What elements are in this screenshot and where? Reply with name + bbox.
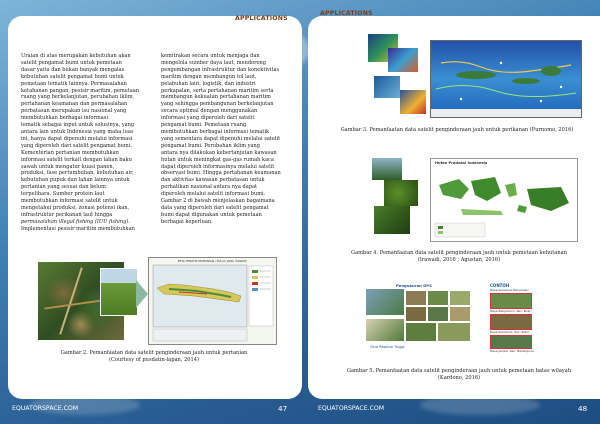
map-title: PETA TEMATIK PERTANIAN / PULAU JAWA (SAWAH)	[177, 259, 248, 263]
forest-map-indonesia	[430, 158, 578, 242]
text-line: perkapalan, serta pertahanan maritim serta	[161, 87, 274, 94]
text-line: observasi bumi. Hingga pertahanan keamanan	[161, 170, 281, 177]
text-line: Gambar 2 di bawah menjelaskan bagaimana	[161, 198, 275, 205]
text-line: antara lain untuk Indonesia yang maha luas	[21, 128, 134, 135]
right-page-number: 48	[578, 404, 588, 413]
text-line: informasi satelit terkait dengan lahan baku	[21, 156, 132, 163]
text-line: kemitrakan secara untuk menjaga dan	[161, 53, 260, 59]
caption-line: (Courtesy of pusdatin-lapan, 2014)	[109, 357, 199, 363]
text-line: kebutuhan pupuk dan lahan lainnya untuk	[21, 177, 130, 184]
text-line: ruang yang berkelanjutan, perubahan iklim,	[21, 94, 135, 101]
text-line: pengembangan infrastruktur dan konektivitas	[161, 66, 280, 73]
village-label: Desa Sukahuni, Kec. Bokri	[490, 330, 530, 334]
forest-map-graphic	[431, 159, 577, 241]
text-line: produksi, fase pertumbuhan, kebutuhan air,	[21, 170, 134, 177]
boundary-survey-panel	[366, 283, 484, 355]
text-line: yang diperoleh dari satelit pengamat bumi.	[21, 142, 132, 149]
text-line: satelit pengamat bumi untuk pemetaan	[21, 59, 122, 66]
text-line: informasi yang diperoleh dari satelit	[161, 115, 255, 122]
right-footer-website[interactable]: EQUATORSPACE.COM	[318, 405, 385, 412]
java-agriculture-map	[148, 257, 277, 345]
text-line: terpelihara. Sumber protein laut	[21, 191, 105, 198]
text-line: hutan untuk meningkat gas-gas rumah kaca	[161, 156, 274, 163]
example-title: CONTOH	[490, 283, 510, 288]
left-text-column-1	[21, 53, 149, 233]
figure-4-caption	[330, 250, 588, 264]
text-line: membutuhkan berbagai informasi	[21, 115, 108, 122]
text-line: membutuhkan berbagai informasi tematik	[161, 128, 270, 135]
left-page-number: 47	[278, 404, 288, 413]
text-line: diperoleh melalui satelit informasi bumi.	[161, 191, 266, 198]
text-line: mengelola sumber daya laut, mendorong	[161, 59, 267, 66]
village-label: Desa Banjarkoro, Kec. Bokri	[490, 309, 532, 313]
fishing-map-graphic	[431, 41, 581, 117]
caption-line: Gambar 3. Pemanfaatan data satelit penginderaan jauh untuk perikanan (Purnomo, 2016)	[340, 127, 574, 133]
photo-rice-paddy	[100, 268, 138, 316]
gps-label: Pengukuran GPS	[396, 283, 432, 288]
figure-3-caption	[326, 127, 588, 134]
figure-5-caption	[330, 368, 588, 382]
text-line: yang sehingga pembangunan berkelanjutan	[161, 101, 274, 108]
caption-line: (Kardono, 2016)	[437, 375, 481, 381]
text-line: perbatasan merupakan isu nasional yang	[21, 108, 127, 115]
village-label: Desa Sukahuni Banjarsari	[490, 288, 529, 292]
right-section-header: APPLICATIONS	[320, 10, 373, 17]
fishing-zone-map	[430, 40, 582, 118]
text-line: Uraian di atas merupakan kebutuhan akan	[21, 53, 131, 59]
text-line: tematik sebagai input untuk solusinya, yang	[21, 122, 135, 129]
text-line: sawah untuk mengatur kuasi panen,	[21, 163, 115, 170]
forest-photos	[370, 158, 424, 238]
text-line: perhatikan nasional antara nya dapat	[161, 184, 257, 191]
text-line: dasar yaitu dan bukan banyak mengalas	[21, 66, 125, 73]
text-line: Kementerian pertanian membutuhkan	[21, 149, 119, 156]
text-line: permasalahan illegal fishing (IUU fishing).	[21, 218, 130, 225]
imagery-label: Citra Resolusi Tinggi	[370, 345, 405, 349]
village-boundary-panel	[488, 283, 576, 355]
text-line: kebutuhan satelit pengamat bumi untuk	[21, 73, 124, 80]
caption-line: Gambar 5. Pemanfaatan data satelit penginderaan jauh untuk pemetaan batas wilayah	[346, 368, 572, 374]
text-line: ketahanan pangan, pesisir maritim, pemetaan	[21, 87, 140, 94]
map-graphic	[149, 258, 276, 344]
text-line: maritim dengan membangun tol laut,	[161, 73, 257, 80]
village-label: Desa Jambe, Kec. Bantarpura	[490, 349, 534, 353]
left-text-column-2	[161, 53, 291, 226]
text-line: membangun kekuatan pertahanan maritim	[161, 94, 271, 101]
arrow-icon	[136, 280, 148, 308]
text-line: antara nya dilakukan kebertanjutan kawasan	[161, 149, 277, 156]
caption-line: Gambar 2. Pemanfaatan data satelit penginderaan jauh untuk pertanian	[60, 350, 248, 356]
left-footer-website[interactable]: EQUATORSPACE.COM	[12, 405, 79, 412]
text-line: ini, hanya dapat dipenuhi melalui informasi	[21, 135, 133, 142]
figure-2-caption	[40, 350, 268, 364]
text-line: yang sementara dapat dipenuhi melalui satelit	[161, 135, 281, 142]
left-section-header: APPLICATIONS	[235, 15, 288, 22]
text-line: dapat diperoleh informasinya melalui satelit	[161, 163, 275, 170]
text-line: membutuhkan informasi satelit untuk	[21, 198, 118, 205]
text-line: pemetaan tematik lainnya. Permasalahan	[21, 80, 127, 87]
text-line: mengetahui produksi, zonasi potensi ikan,	[21, 204, 130, 211]
text-line: bumi dapat digunakan untuk pemetaan	[161, 211, 262, 218]
text-line: data yang diperoleh dari satelit pengamat	[161, 204, 269, 211]
text-line: berbagai keperluan.	[161, 218, 213, 225]
text-line: pengamat bumi. Pemetaan ruang	[161, 122, 247, 129]
caption-line: Gambar 4. Pemanfaatan data satelit penginderaan jauh untuk pemetaan kehutanan	[351, 250, 567, 256]
satellite-image-fisheries-small	[366, 34, 426, 118]
forest-map-title: Hutan Produksi Indonesia	[435, 161, 488, 165]
text-line: pertahanan keamanan dan permasalahan	[21, 101, 128, 108]
text-line: dan aktivitas kawasan perbatasan untuk	[161, 177, 265, 184]
text-line: pelabuhan laut, logistik, dan industri	[161, 80, 256, 87]
text-line: infrastruktur perikanan laut hingga	[21, 211, 113, 218]
caption-line: (Irawadi, 2016 ; Agustan, 2016)	[417, 257, 501, 263]
text-line: Implementasi pesisir maritim membutuhkan	[21, 225, 135, 232]
text-line: secara optimal dengan menggunakan	[161, 108, 258, 115]
text-line: pengamat bumi. Perubahan iklim yang	[161, 142, 261, 149]
text-line: pertanian yang sesuai dan belum	[21, 184, 106, 191]
